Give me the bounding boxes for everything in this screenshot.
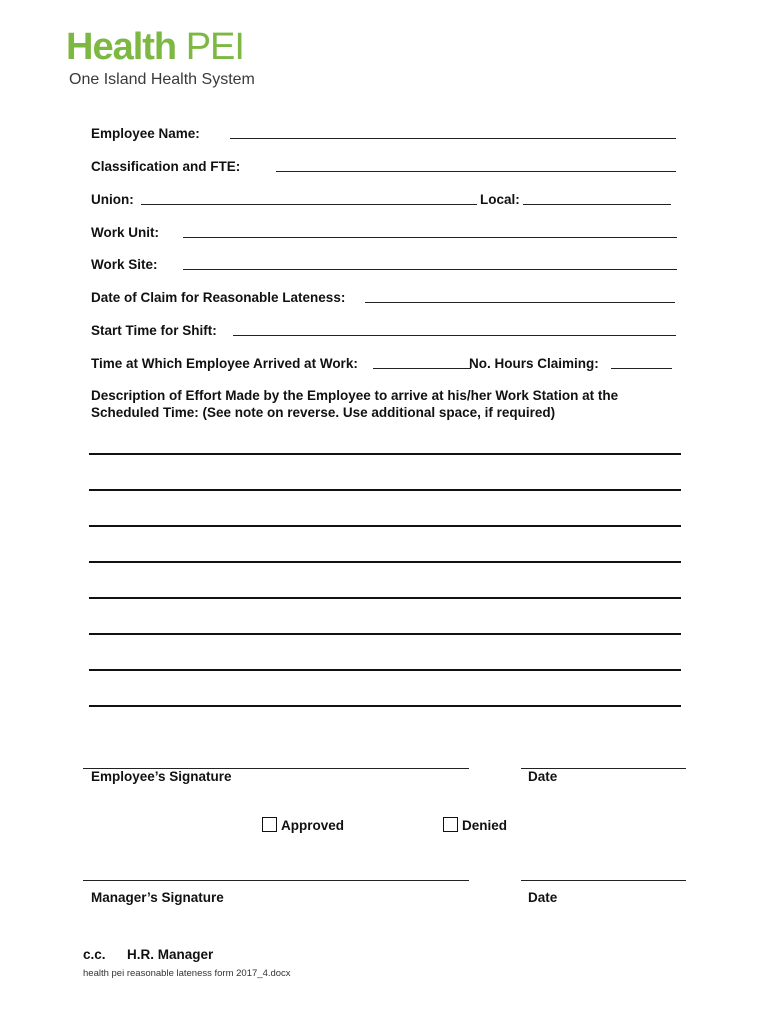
logo-pei-text: PEI [185,26,244,68]
employee-name-row [91,126,674,142]
union-label: Union: [91,192,134,207]
employee-name-label: Employee Name: [91,126,200,141]
description-line[interactable] [89,597,681,599]
health-pei-logo [66,28,244,66]
employee-date-label: Date [528,769,558,784]
start-time-label: Start Time for Shift: [91,323,217,338]
work-site-field[interactable] [183,257,677,270]
footer-filename: health pei reasonable lateness form 2017_4.docx [83,968,291,979]
union-field[interactable] [141,192,477,205]
description-line[interactable] [89,489,681,491]
cc-recipient: H.R. Manager [127,947,214,962]
logo-health-text: Health [66,26,177,68]
hours-claiming-field[interactable] [611,356,672,369]
description-prompt: Description of Effort Made by the Employee to arrive at his/her Work Station at the Scheduled Time: (See note on reverse. Use additional space, if required) [91,388,619,420]
manager-date-label: Date [528,890,558,905]
classification-label: Classification and FTE: [91,159,241,174]
logo-tagline: One Island Health System [69,71,255,88]
union-row [91,192,674,208]
description-line[interactable] [89,561,681,563]
work-unit-row [91,225,674,241]
approved-checkbox[interactable] [262,817,277,832]
classification-row [91,159,674,175]
employee-signature-label: Employee’s Signature [91,769,232,784]
denied-label: Denied [462,818,508,833]
work-unit-field[interactable] [183,225,677,238]
work-site-row [91,257,674,273]
date-of-claim-field[interactable] [365,290,675,303]
arrival-row [91,356,674,372]
work-site-label: Work Site: [91,257,158,272]
description-line[interactable] [89,669,681,671]
cc-label: c.c. [83,947,106,962]
description-line[interactable] [89,525,681,527]
approved-label: Approved [281,818,345,833]
work-unit-label: Work Unit: [91,225,159,240]
manager-signature-line[interactable] [83,880,469,881]
classification-field[interactable] [276,159,676,172]
description-line[interactable] [89,705,681,707]
employee-name-field[interactable] [230,126,676,139]
hours-claiming-label: No. Hours Claiming: [469,356,599,371]
manager-date-line[interactable] [521,880,686,881]
date-of-claim-row [91,290,674,306]
denied-checkbox[interactable] [443,817,458,832]
start-time-row [91,323,674,339]
date-of-claim-label: Date of Claim for Reasonable Lateness: [91,290,346,305]
description-line[interactable] [89,633,681,635]
description-line[interactable] [89,453,681,455]
local-label: Local: [480,192,520,207]
local-field[interactable] [523,192,671,205]
arrival-time-field[interactable] [373,356,471,369]
arrival-time-label: Time at Which Employee Arrived at Work: [91,356,358,371]
start-time-field[interactable] [233,323,676,336]
manager-signature-label: Manager’s Signature [91,890,224,905]
